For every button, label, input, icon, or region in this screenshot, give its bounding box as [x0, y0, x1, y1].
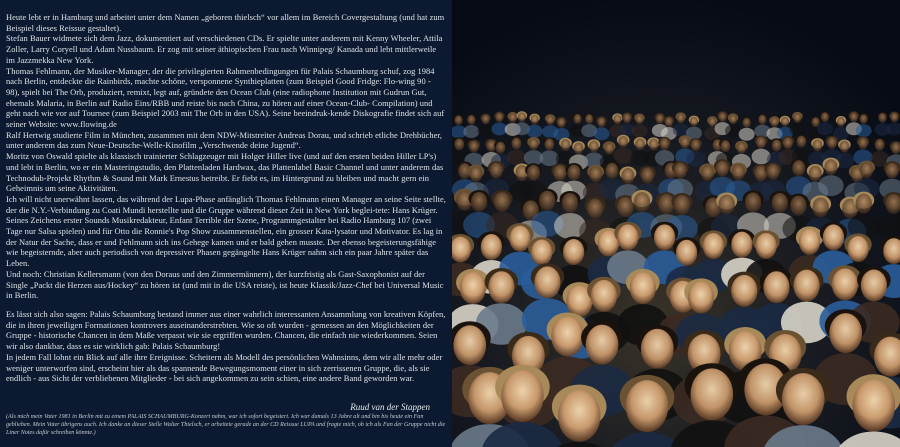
head-face [829, 313, 862, 353]
head-face [745, 192, 761, 212]
head-face [617, 197, 633, 217]
closing-paragraph: Es lässt sich also sagen: Palais Schaumburg bestand immer aus einer wahrlich interessanten Ansammlung von kreativen Köpfen, die in ihren jeweiligen Formationen kontrovers auseinanderstrebten. Wie so oft wurden - gemessen an den Möglichkeiten der Gruppe - historische Chancen in dem Maße verpasst wie sie ergriffen wurden. Chancen, die einfach nie wiederkommen. Seien wir also dankbar, dass es sie wirklich gab: Palais Schaumburg! [6, 308, 446, 352]
head-face [758, 115, 766, 125]
head-face [850, 112, 858, 122]
head-face [531, 239, 552, 265]
head-face [509, 113, 517, 123]
head-face [494, 192, 510, 212]
head-face [847, 236, 868, 262]
head-face [837, 117, 845, 127]
head-face [755, 233, 776, 259]
head-face [680, 137, 690, 149]
head-face [613, 114, 621, 124]
head-face [796, 136, 806, 148]
head-face [731, 275, 757, 307]
head-face [649, 139, 659, 151]
author-signature: Ruud van der Stappen [350, 402, 430, 412]
body [593, 127, 609, 140]
head-face [677, 113, 685, 123]
head-face [832, 268, 858, 300]
head-face [772, 139, 782, 151]
head-face [471, 192, 487, 212]
concert-crowd-photo [452, 0, 900, 447]
head-face [641, 167, 654, 183]
head-face [635, 114, 643, 124]
head-face [875, 139, 885, 151]
head-face [626, 380, 669, 432]
head-face [623, 113, 631, 123]
head-face [691, 139, 701, 151]
head-face [558, 390, 601, 442]
head-face [792, 160, 805, 176]
head-face [812, 197, 828, 217]
head-face [861, 270, 887, 302]
paragraph: Ich will nicht unerwähnt lassen, das während der Lupa-Phase anfänglich Thomas Fehlmann einen Manager an seine Seite stellte, der die N.Y.-Verbindung zu Coati Mundi herstellte und die Gruppe während dieser Zeit in New York beglei-tete: Hans Krüger. Seines Zeichens erster Sounds Musikredakteur, Enfant Terrible der Szene, Programmgestalter bei Radio Hamburg 107 (zwei Tage nur Salsa spielen) und für Otto die Ronnie's Pop Show zusammenstellen, ein grosser Kata-lysator und Motivator. Es lag in der Natur der Sache, dass er und Fehlmann sich ins Gehege kamen und er bald gehen musste. Der ebenso begeisterungsfähige wie begeisternde, aber auch periodisch von depressiver Phasen gegängelte Hans Krüger nahm sich ein paar Jahre später das Leben. [6, 193, 446, 269]
head-face [783, 137, 793, 149]
head-face [617, 224, 638, 250]
head-face [688, 282, 714, 314]
head-face [469, 166, 482, 182]
head-face [518, 112, 526, 122]
head-face [453, 325, 486, 365]
head-face [546, 115, 554, 125]
head-face [878, 113, 886, 123]
head-face [737, 142, 747, 154]
head-face [660, 138, 670, 150]
liner-notes-text [6, 12, 446, 384]
head-face [676, 240, 697, 266]
head-face [496, 142, 506, 154]
head-face [793, 113, 801, 123]
body [856, 124, 872, 137]
head-face [585, 114, 593, 124]
head-face [860, 162, 873, 178]
head-face [716, 161, 729, 177]
body [739, 128, 755, 141]
head-face [527, 165, 540, 181]
head-face [860, 114, 868, 124]
head-face [782, 373, 825, 425]
footnote: (Als mich mein Vater 1981 in Berlin mit zu einem PALAIS SCHAUMBURG-Konzert nahm, war ich sofort begeistert. Ich war damals 13 Jahre alt und bin bis heute ein Fan geblieben. Mein Vater übrigens auch. Ich danke an dieser Stelle Walter Thielsch, er arbeitete gerade an der CD Reissue LUPA und fragte mich, ob ich als Fan der Gruppe nicht die Liner Notes dafür schreiben könnte.) [6, 414, 446, 436]
crowd-illustration [452, 0, 900, 447]
body [789, 123, 805, 136]
head-face [641, 329, 674, 369]
head-face [589, 140, 599, 152]
head-face [586, 325, 619, 365]
head-face [839, 141, 849, 153]
head-face [718, 112, 726, 122]
head-face [729, 114, 737, 124]
head-face [827, 137, 837, 149]
head-face [531, 115, 539, 125]
body [631, 124, 647, 137]
head-face [691, 368, 734, 420]
head-face [799, 229, 820, 255]
head-face [823, 224, 844, 250]
head-face [482, 114, 490, 124]
head-face [772, 193, 788, 213]
head-face [635, 138, 645, 150]
head-face [553, 165, 566, 181]
head-face [858, 137, 868, 149]
paragraph: Heute lebt er in Hamburg und arbeitet unter dem Namen „geboren thielsch“ vor allem im Bereich Covergestaltung (und hat zum Beispiel dieses Reissue gestaltet). [6, 12, 445, 33]
head-face [890, 113, 898, 123]
head-face [690, 117, 698, 127]
head-face [529, 138, 539, 150]
head-face [708, 117, 716, 127]
head-face [454, 138, 464, 150]
head-face [756, 137, 766, 149]
head-face [481, 234, 502, 260]
head-face [813, 139, 823, 151]
head-face [770, 117, 778, 127]
head-face [597, 117, 605, 127]
head-face [665, 117, 673, 127]
head-face [469, 141, 479, 153]
head-face [573, 114, 581, 124]
paragraph: Moritz von Oswald spielte als klassisch trainierter Schlagzeuger mit Holger Hiller live (und auf den ersten beiden Hiller LP's) und lebt in Berlin, wo er ein Masteringstudio, den Plattenladen Hardwax, das Plattenlabel Basic Channel und unter anderem das Technodub-Projekt Rhythm & Sound mit Mark Ernestus betreibt. Er fiebt es, im Hintergrund zu bleiben und macht gern ein Geheimnis um seine Aktivitäten. [6, 151, 444, 194]
head-face [701, 165, 714, 181]
head-face [605, 163, 618, 179]
head-face [718, 194, 734, 214]
head-face [781, 117, 789, 127]
body [527, 125, 543, 138]
head-face [534, 266, 560, 298]
head-face [567, 165, 580, 181]
head-face [793, 270, 819, 302]
head-face [721, 140, 731, 152]
paragraph: Thomas Fehlmann, der Musiker-Manager, der die privilegierten Rahmenbedingungen für Palais Schaumburg schuf, zog 1984 nach Berlin, entdeckte die Rainbirds, machte schöne, versponnene Synthieplatten (zum Beispiel Good Fridge: Flo-wing 90 - 98), spielt bei The Orb, produziert, remixt, legt auf, gründete den Ocean Club (eine radiophone Institution mit Gudrun Gut, ehemals Malaria, in Berlin auf Radio Eins/RBB und reiste bis nach China, zu hören auf einer Ocean-Club- Compilation) und geht nach wie vor auf Tournee (zum Beispiel 2003 mit The Orb in den USA). Seine beeindruk-kende Diskografie findet sich auf seiner Website: www.flowing.de [6, 65, 445, 130]
head-face [654, 224, 675, 250]
head-face [790, 196, 806, 216]
head-face [539, 191, 555, 211]
body [478, 124, 494, 137]
body [614, 148, 633, 164]
head-face [467, 115, 475, 125]
body [817, 122, 833, 135]
head-face [574, 142, 584, 154]
head-face [509, 226, 530, 252]
head-face [488, 271, 514, 303]
head-face [618, 136, 628, 148]
head-face [731, 232, 752, 258]
head-face [460, 272, 486, 304]
body [507, 150, 526, 166]
head-face [809, 166, 822, 182]
head-face [674, 195, 690, 215]
head-face [589, 166, 602, 182]
head-face [656, 114, 664, 124]
paragraph: Und noch: Christian Kellersmann (von den Doraus und den Zimmermännern), der kurzfristig als Gast-Saxophonist auf der Single „Packt die Herzen aus/Hockey“ zu hören ist (und mit in die USA reiste), ist heute Klassik/Jazz-Chef bei Universal Music in Berlin. [6, 268, 444, 301]
head-face [856, 194, 872, 214]
head-face [621, 168, 634, 184]
head-face [821, 112, 829, 122]
head-face [562, 193, 578, 213]
head-face [634, 192, 650, 212]
head-face [490, 163, 503, 179]
body [463, 125, 479, 138]
body [818, 175, 844, 196]
paragraph: Ralf Hertwig studierte Film in München, zusammen mit dem NDW-Mitstreiter Andreas Dorau, und schrieb etliche Drehbücher, unter anderem das zum Neue-Deutsche-Welle-Kinofilm „Verschwende deine Jugend“. [6, 129, 443, 151]
head-face [604, 143, 614, 155]
head-face [587, 199, 603, 219]
head-face [824, 159, 837, 175]
paragraph: Stefan Bauer widmete sich dem Jazz, dokumentiert auf verschiedenen CDs. Er spielte unter anderem mit Kenny Wheeler, Attila Zoller, Larry Coryell und Adam Nussbaum. Er zog mit seiner äthiopischen Frau nach Winnipeg/ Kanada und lebt mittlerweile im Jazzmekka New York. [6, 33, 443, 65]
body [686, 151, 705, 167]
head-face [495, 112, 503, 122]
head-face [551, 317, 584, 357]
closing-paragraph: In jedem Fall lohnt ein Blick auf alle ihre Ereignisse. Scheitern als Modell des persönlichen Wahnsinns, dem wir alle mehr oder weniger unterworfen sind, erscheint hier als das spannende Bewegungsmoment einer in sich zerrissenen Gruppe, die, als sie endlich - aus Sicht der verbliebenen Mitglieder - bei sich angekommen zu sein schien, eine andere Band geworden war. [6, 351, 443, 384]
head-face [544, 138, 554, 150]
head-face [511, 138, 521, 150]
head-face [501, 370, 544, 422]
head-face [853, 379, 896, 431]
head-face [561, 139, 571, 151]
head-face [557, 118, 565, 128]
head-face [886, 163, 899, 179]
body [725, 124, 741, 137]
head-face [630, 272, 656, 304]
head-face [732, 164, 745, 180]
head-face [674, 163, 687, 179]
head-face [743, 118, 751, 128]
head-face [703, 233, 724, 259]
head-face [563, 239, 584, 265]
head-face [763, 271, 789, 303]
head-face [591, 280, 617, 312]
head-face [454, 115, 462, 125]
head-face [767, 164, 780, 180]
